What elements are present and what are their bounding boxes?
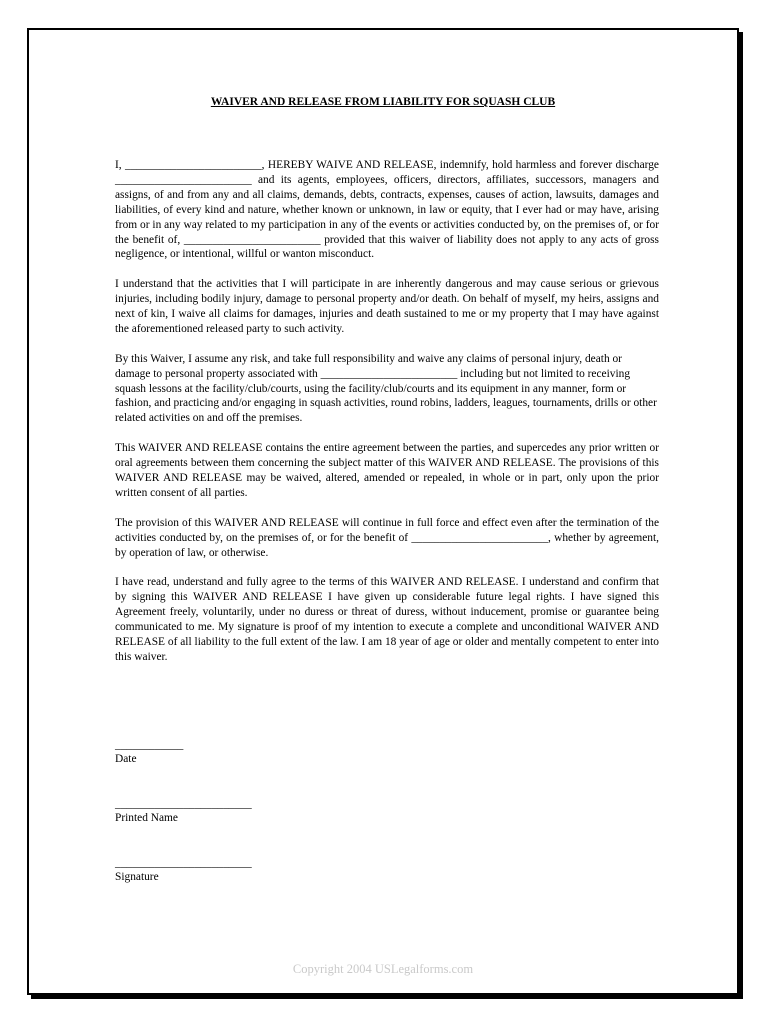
paragraph-inherent-danger: I understand that the activities that I will participate in are inherently dangerous and may cause serious or grievous injuries, including bodily injury, damage to personal property and/or death. On behalf of myself, my heirs, assigns and next of kin, I waive all claims for damages, injuries and death sustained to me or my property that I may have against the aforementioned released party to such activity. bbox=[115, 278, 659, 335]
document-page bbox=[27, 28, 739, 995]
document-body bbox=[115, 158, 659, 680]
date-field[interactable] bbox=[115, 738, 183, 766]
signature-label: Signature bbox=[115, 871, 159, 883]
paragraph-assumption-of-risk: By this Waiver, I assume any risk, and take full responsibility and waive any claims of personal injury, death or damage to personal property associated with ________________________ including but not limited to receiving squash lessons at the facility/club/courts, using the facility/club/courts and its equipment in any manner, form or fashion, and practicing and/or engaging in squash activities, round robins, ladders, leagues, tournaments, drills or other related activities on and off the premises. bbox=[115, 352, 657, 425]
document-title: WAIVER AND RELEASE FROM LIABILITY FOR SQUASH CLUB bbox=[210, 96, 556, 108]
paragraph-release-clause: I, ________________________, HEREBY WAIVE AND RELEASE, indemnify, hold harmless and forever discharge ________________________ and its agents, employees, officers, directors, affiliates, successors, managers and assigns, of and from any and all claims, demands, debts, contracts, expenses, causes of action, lawsuits, damages and liabilities, of every kind and nature, whether known or unknown, in law or equity, that I ever had or may have, arising from or in any way related to my participation in any of the events or activities conducted by, on the premises of, or for the benefit of, ________________________ provided that this waiver of liability does not apply to any acts of gross negligence, or intentional, willful or wanton misconduct. bbox=[115, 159, 659, 261]
paragraph-acknowledgement: I have read, understand and fully agree to the terms of this WAIVER AND RELEASE. I understand and confirm that by signing this WAIVER AND RELEASE I have given up considerable future legal rights. I have signed this Agreement freely, voluntarily, under no duress or threat of duress, without inducement, promise or guarantee being communicated to me. My signature is proof of my intention to execute a complete and unconditional WAIVER AND RELEASE of all liability to the full extent of the law. I am 18 year of age or older and mentally competent to enter into this waiver. bbox=[115, 576, 659, 663]
printed-name-line[interactable]: ________________________ bbox=[115, 798, 252, 810]
signature-field[interactable] bbox=[115, 856, 252, 884]
printed-name-label: Printed Name bbox=[115, 812, 178, 824]
paragraph-entire-agreement: This WAIVER AND RELEASE contains the entire agreement between the parties, and supercedes any prior written or oral agreements between them concerning the subject matter of this WAIVER AND RELEASE. The provisions of this WAIVER AND RELEASE may be waived, altered, amended or repealed, in whole or in part, only upon the prior written consent of all parties. bbox=[115, 442, 659, 499]
copyright-footer: Copyright 2004 USLegalforms.com bbox=[292, 962, 474, 976]
date-label: Date bbox=[115, 753, 137, 765]
date-line[interactable]: ____________ bbox=[115, 739, 184, 751]
paragraph-survival: The provision of this WAIVER AND RELEASE will continue in full force and effect even after the termination of the activities conducted by, on the premises of, or for the benefit of ________________________, whether by agreement, by operation of law, or otherwise. bbox=[115, 516, 659, 559]
signature-line[interactable]: ________________________ bbox=[115, 857, 252, 869]
printed-name-field[interactable] bbox=[115, 797, 252, 825]
